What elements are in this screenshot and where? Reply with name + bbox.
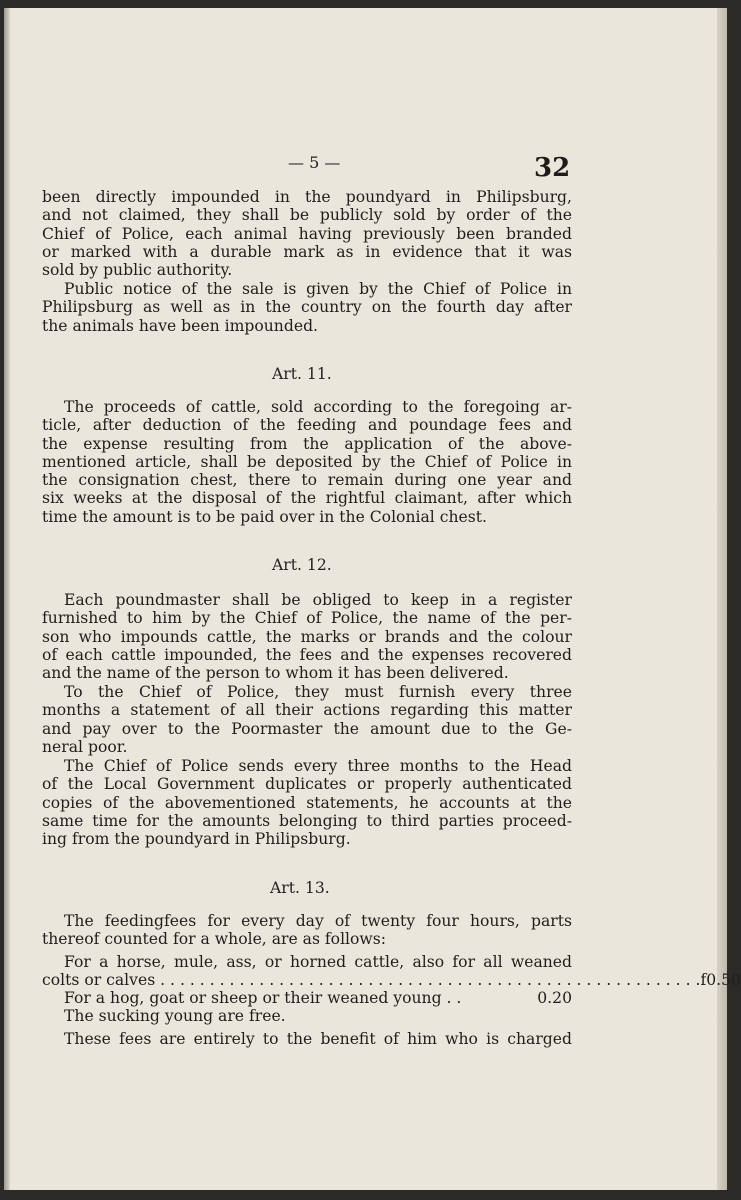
text-line: months a statement of all their actions regarding this matter bbox=[42, 701, 572, 720]
text-line: The feedingfees for every day of twenty four hours, parts bbox=[64, 912, 572, 930]
text-line: the consignation chest, there to remain during one year and bbox=[42, 471, 572, 490]
text-line: Philipsburg as well as in the country on the fourth day after bbox=[42, 298, 572, 317]
fee-description: For a hog, goat or sheep or their weaned young . . bbox=[64, 989, 462, 1008]
text-line: the animals have been impounded. bbox=[42, 316, 319, 335]
text-line: For a horse, mule, ass, or horned cattle, also for all weaned bbox=[64, 952, 572, 971]
text-line: ing from the poundyard in Philipsburg. bbox=[42, 830, 351, 849]
text-line: and not claimed, they shall be publicly sold by order of the bbox=[42, 206, 572, 225]
text-line: and the name of the person to whom it has been delivered. bbox=[42, 664, 509, 683]
text-line: To the Chief of Police, they must furnish every three bbox=[64, 683, 572, 701]
article-12-para-1 bbox=[42, 591, 572, 682]
text-line: The Chief of Police sends every three months to the Head bbox=[64, 757, 572, 775]
text-line: time the amount is to be paid over in the Colonial chest. bbox=[42, 507, 487, 526]
text-line: The proceeds of cattle, sold according to the foregoing ar- bbox=[64, 398, 572, 416]
text-line: copies of the abovementioned statements, he accounts at the bbox=[42, 793, 572, 812]
text-line: mentioned article, shall be deposited by the Chief of Police in bbox=[42, 452, 572, 471]
text-line: the expense resulting from the application of the above- bbox=[42, 434, 572, 453]
text-line: sold by public authority. bbox=[42, 261, 233, 280]
text-line: ticle, after deduction of the feeding and poundage fees and bbox=[42, 416, 572, 435]
folio-number: 32 bbox=[534, 153, 571, 183]
fee-description: colts or calves . . . . . . . . . . . . . . . . . . . . . . . . . . . . . . . . . . . . . . . . . . . . . . . . . . . . . . . bbox=[42, 970, 701, 989]
text-line: The sucking young are free. bbox=[64, 1007, 286, 1026]
text-line: same time for the amounts belonging to third parties proceed- bbox=[42, 811, 572, 830]
article-heading-12: Art. 12. bbox=[272, 556, 332, 574]
text-line: six weeks at the disposal of the rightful claimant, after which bbox=[42, 489, 572, 508]
text-line: These fees are entirely to the benefit of him who is charged bbox=[64, 1029, 572, 1048]
text-line: neral poor. bbox=[42, 737, 128, 756]
text-line: Public notice of the sale is given by the Chief of Police in bbox=[64, 280, 572, 298]
text-line: Chief of Police, each animal having previously been branded bbox=[42, 224, 572, 243]
document-page bbox=[4, 8, 741, 1190]
fee-row-horse bbox=[42, 970, 741, 989]
article-12-para-2 bbox=[42, 683, 572, 756]
text-line: Each poundmaster shall be obliged to keep in a register bbox=[64, 591, 572, 609]
article-12-para-3 bbox=[42, 757, 572, 848]
text-line: been directly impounded in the poundyard in Philipsburg, bbox=[42, 188, 572, 206]
text-line: of each cattle impounded, the fees and the expenses recovered bbox=[42, 645, 572, 664]
paragraph-continuation bbox=[42, 188, 572, 279]
fee-amount: 0.20 bbox=[537, 989, 572, 1008]
paragraph-public-notice bbox=[42, 280, 572, 335]
fee-row-hog bbox=[42, 989, 572, 1007]
page-number: — 5 — bbox=[288, 153, 341, 172]
fee-currency: f bbox=[700, 970, 707, 989]
text-line: and pay over to the Poormaster the amount due to the Ge- bbox=[42, 719, 572, 738]
article-heading-11: Art. 11. bbox=[272, 365, 332, 383]
page-binding-shadow bbox=[4, 8, 10, 1190]
text-line: or marked with a durable mark as in evidence that it was bbox=[42, 242, 572, 261]
article-13-body bbox=[42, 912, 741, 1048]
text-line: furnished to him by the Chief of Police, the name of the per- bbox=[42, 609, 572, 628]
text-line: thereof counted for a whole, are as follows: bbox=[42, 930, 387, 949]
fee-amount: 0.50 bbox=[706, 970, 741, 989]
text-line: son who impounds cattle, the marks or brands and the colour bbox=[42, 627, 572, 646]
article-11-body bbox=[42, 398, 572, 526]
text-line: of the Local Government duplicates or properly authenticated bbox=[42, 775, 572, 794]
article-heading-13: Art. 13. bbox=[270, 879, 330, 897]
page-edge bbox=[717, 8, 727, 1190]
